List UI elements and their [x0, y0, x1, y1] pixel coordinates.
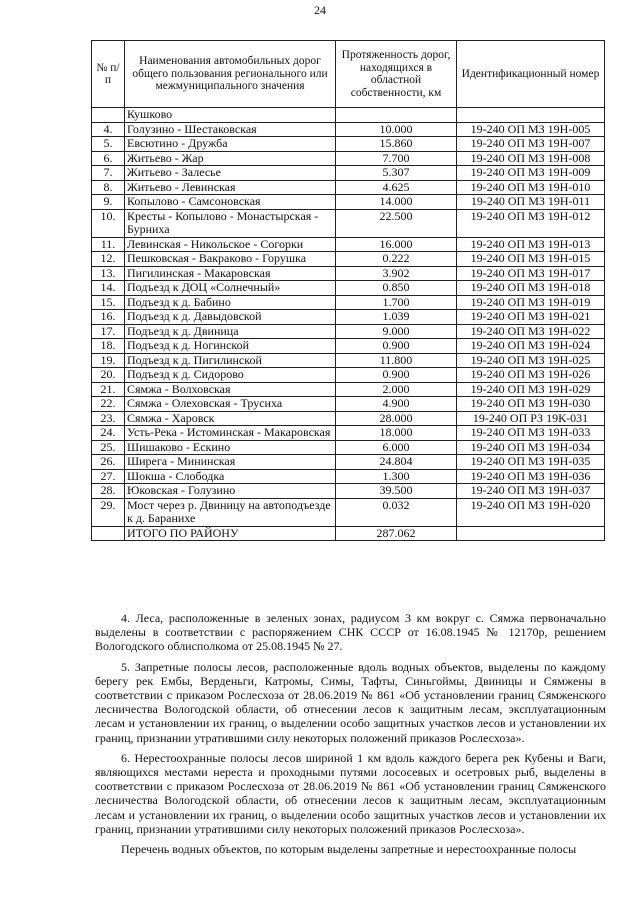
road-name: Пигилинская - Макаровская — [125, 266, 336, 281]
road-id: 19-240 ОП МЗ 19Н-034 — [457, 440, 605, 455]
road-length: 1.300 — [336, 469, 457, 484]
table-row — [92, 498, 605, 526]
road-id: 19-240 ОП МЗ 19Н-020 — [457, 498, 605, 526]
road-length: 1.039 — [336, 310, 457, 325]
table-row — [92, 237, 605, 252]
header-id: Идентификационный номер — [457, 41, 605, 108]
row-number: 26. — [92, 455, 125, 470]
road-name: Житьево - Левинская — [125, 180, 336, 195]
row-number: 8. — [92, 180, 125, 195]
road-id: 19-240 ОП МЗ 19Н-026 — [457, 368, 605, 383]
road-id: 19-240 ОП МЗ 19Н-036 — [457, 469, 605, 484]
road-id: 19-240 ОП МЗ 19Н-018 — [457, 281, 605, 296]
road-length: 7.700 — [336, 151, 457, 166]
header-num: № п/п — [92, 41, 125, 108]
road-length: 0.850 — [336, 281, 457, 296]
road-length: 0.900 — [336, 368, 457, 383]
row-number: 27. — [92, 469, 125, 484]
road-name: Житьево - Жар — [125, 151, 336, 166]
road-length: 18.000 — [336, 426, 457, 441]
row-number: 16. — [92, 310, 125, 325]
row-number: 13. — [92, 266, 125, 281]
roads-table — [91, 40, 605, 541]
page-number: 24 — [314, 3, 326, 17]
row-number: 17. — [92, 324, 125, 339]
table-row — [92, 397, 605, 412]
table-row — [92, 310, 605, 325]
road-length: 6.000 — [336, 440, 457, 455]
road-length: 24.804 — [336, 455, 457, 470]
row-number: 10. — [92, 209, 125, 237]
road-id: 19-240 ОП МЗ 19Н-010 — [457, 180, 605, 195]
row-number: 25. — [92, 440, 125, 455]
table-header-row — [92, 41, 605, 108]
paragraph-6: 6. Нерестоохранные полосы лесов шириной 1 км вдоль каждого берега рек Кубены и Ваги, являющихся местами нереста и проходными путями лососевых и осетровых рыб, выделены в соответствии с приказом Рослесхоза от 28.06.2019 № 861 «Об установлении границ Сямженского лесничества Вологодской области, об отнесении лесов к защитным лесам, эксплуатационным лесам и установлении их границ, о выделении особо защитных участков лесов и установлении их границ, признании утратившими силу некоторых положений приказов Рослесхоза». — [95, 750, 606, 836]
table-row — [92, 180, 605, 195]
row-number: 18. — [92, 339, 125, 354]
row-number: 7. — [92, 166, 125, 181]
road-name: Левинская - Никольское - Согорки — [125, 237, 336, 252]
road-length: 0.222 — [336, 252, 457, 267]
road-id: 19-240 ОП РЗ 19К-031 — [457, 411, 605, 426]
road-length: 11.800 — [336, 353, 457, 368]
table-row — [92, 295, 605, 310]
table-row — [92, 137, 605, 152]
road-name: Усть-Река - Истоминская - Макаровская — [125, 426, 336, 441]
row-number: 9. — [92, 195, 125, 210]
road-name: Пешковская - Вакраково - Горушка — [125, 252, 336, 267]
table-row — [92, 411, 605, 426]
row-number: 22. — [92, 397, 125, 412]
header-name: Наименования автомобильных дорог общего пользования регионального или межмуниципального значения — [125, 41, 336, 108]
road-name: Подъезд к д. Пигилинской — [125, 353, 336, 368]
road-name: Сямжа - Волховская — [125, 382, 336, 397]
table-row — [92, 382, 605, 397]
paragraph-list-intro: Перечень водных объектов, по которым выделены запретные и нерестоохранные полосы — [121, 842, 577, 857]
road-id: 19-240 ОП МЗ 19Н-019 — [457, 295, 605, 310]
road-id: 19-240 ОП МЗ 19Н-037 — [457, 484, 605, 499]
road-length: 28.000 — [336, 411, 457, 426]
table-row — [92, 281, 605, 296]
road-id: 19-240 ОП МЗ 19Н-015 — [457, 252, 605, 267]
row-number: 6. — [92, 151, 125, 166]
road-name: Подъезд к ДОЦ «Солнечный» — [125, 281, 336, 296]
row-number: 12. — [92, 252, 125, 267]
road-name: Подъезд к д. Двиница — [125, 324, 336, 339]
road-length: 10.000 — [336, 122, 457, 137]
continuation-row — [92, 108, 605, 123]
road-id: 19-240 ОП МЗ 19Н-013 — [457, 237, 605, 252]
road-id: 19-240 ОП МЗ 19Н-035 — [457, 455, 605, 470]
table-row — [92, 195, 605, 210]
road-name: Голузино - Шестаковская — [125, 122, 336, 137]
road-length: 1.700 — [336, 295, 457, 310]
total-label: ИТОГО ПО РАЙОНУ — [125, 526, 336, 541]
road-name: Подъезд к д. Сидорово — [125, 368, 336, 383]
table-row — [92, 339, 605, 354]
road-length: 0.900 — [336, 339, 457, 354]
road-name: Шокша - Слободка — [125, 469, 336, 484]
road-name: Копылово - Самсоновская — [125, 195, 336, 210]
road-id: 19-240 ОП МЗ 19Н-022 — [457, 324, 605, 339]
paragraph-5: 5. Запретные полосы лесов, расположенные вдоль водных объектов, выделены по каждому берегу рек Ембы, Верденьги, Катромы, Симы, Тафты, Синьгоймы, Двиницы и Сямжены в соответствии с приказом Рослесхоза от 28.06.2019 № 861 «Об установлении границ Сямженского лесничества Вологодской области, об отнесении лесов к защитным лесам, эксплуатационным лесам и установлении их границ, о выделении особо защитных участков лесов и установлении их границ, признании утратившими силу некоторых положений приказов Рослесхоза». — [95, 659, 606, 745]
road-name: Сямжа - Харовск — [125, 411, 336, 426]
row-number: 23. — [92, 411, 125, 426]
road-name: Юковская - Голузино — [125, 484, 336, 499]
road-id: 19-240 ОП МЗ 19Н-008 — [457, 151, 605, 166]
road-id: 19-240 ОП МЗ 19Н-024 — [457, 339, 605, 354]
road-length: 15.860 — [336, 137, 457, 152]
table-row — [92, 324, 605, 339]
row-number: 5. — [92, 137, 125, 152]
table-row — [92, 426, 605, 441]
row-number: 24. — [92, 426, 125, 441]
row-number: 20. — [92, 368, 125, 383]
road-name: Подъезд к д. Бабино — [125, 295, 336, 310]
road-name: Подъезд к д. Ногинской — [125, 339, 336, 354]
road-length: 16.000 — [336, 237, 457, 252]
table-row — [92, 266, 605, 281]
road-id: 19-240 ОП МЗ 19Н-007 — [457, 137, 605, 152]
road-name: Ширега - Мининская — [125, 455, 336, 470]
table-row — [92, 353, 605, 368]
row-number: 29. — [92, 498, 125, 526]
road-length: 22.500 — [336, 209, 457, 237]
road-name: Евсютино - Дружба — [125, 137, 336, 152]
table-row — [92, 252, 605, 267]
road-length: 5.307 — [336, 166, 457, 181]
road-length: 14.000 — [336, 195, 457, 210]
road-length: 2.000 — [336, 382, 457, 397]
table-row — [92, 469, 605, 484]
row-number: 14. — [92, 281, 125, 296]
table-row — [92, 209, 605, 237]
paragraph-4: 4. Леса, расположенные в зеленых зонах, радиусом 3 км вокруг с. Сямжа первоначально выделены в соответствии с распоряжением СНК СССР от 16.08.1945 № 12170р, решением Вологодского облисполкома от 25.08.1945 № 27. — [95, 611, 606, 654]
table-row — [92, 368, 605, 383]
road-id: 19-240 ОП МЗ 19Н-005 — [457, 122, 605, 137]
table-row — [92, 122, 605, 137]
road-name: Житьево - Залесье — [125, 166, 336, 181]
road-length: 0.032 — [336, 498, 457, 526]
road-id: 19-240 ОП МЗ 19Н-017 — [457, 266, 605, 281]
road-name: Мост через р. Двиницу на автоподъезде к д. Баранихе — [125, 498, 336, 526]
row-number: 4. — [92, 122, 125, 137]
road-id: 19-240 ОП МЗ 19Н-011 — [457, 195, 605, 210]
road-length: 3.902 — [336, 266, 457, 281]
road-name: Шишаково - Ескино — [125, 440, 336, 455]
road-length: 39.500 — [336, 484, 457, 499]
road-length: 9.000 — [336, 324, 457, 339]
road-id: 19-240 ОП МЗ 19Н-012 — [457, 209, 605, 237]
road-length: 4.625 — [336, 180, 457, 195]
total-length: 287.062 — [336, 526, 457, 541]
road-id: 19-240 ОП МЗ 19Н-030 — [457, 397, 605, 412]
table-row — [92, 484, 605, 499]
body-text — [95, 611, 606, 856]
road-id: 19-240 ОП МЗ 19Н-025 — [457, 353, 605, 368]
table-row — [92, 440, 605, 455]
table-row — [92, 151, 605, 166]
row-number: 28. — [92, 484, 125, 499]
road-name: Кресты - Копылово - Монастырская - Бурниха — [125, 209, 336, 237]
road-name: Сямжа - Олеховская - Трусиха — [125, 397, 336, 412]
continuation-name: Кушково — [125, 108, 336, 123]
road-length: 4.900 — [336, 397, 457, 412]
road-id: 19-240 ОП МЗ 19Н-029 — [457, 382, 605, 397]
total-row — [92, 526, 605, 541]
road-id: 19-240 ОП МЗ 19Н-033 — [457, 426, 605, 441]
row-number: 19. — [92, 353, 125, 368]
table-row — [92, 166, 605, 181]
row-number: 21. — [92, 382, 125, 397]
row-number: 11. — [92, 237, 125, 252]
table-row — [92, 455, 605, 470]
road-id: 19-240 ОП МЗ 19Н-009 — [457, 166, 605, 181]
header-length: Протяженность дорог, находящихся в областной собственности, км — [336, 41, 457, 108]
row-number: 15. — [92, 295, 125, 310]
road-name: Подъезд к д. Давыдовской — [125, 310, 336, 325]
road-id: 19-240 ОП МЗ 19Н-021 — [457, 310, 605, 325]
